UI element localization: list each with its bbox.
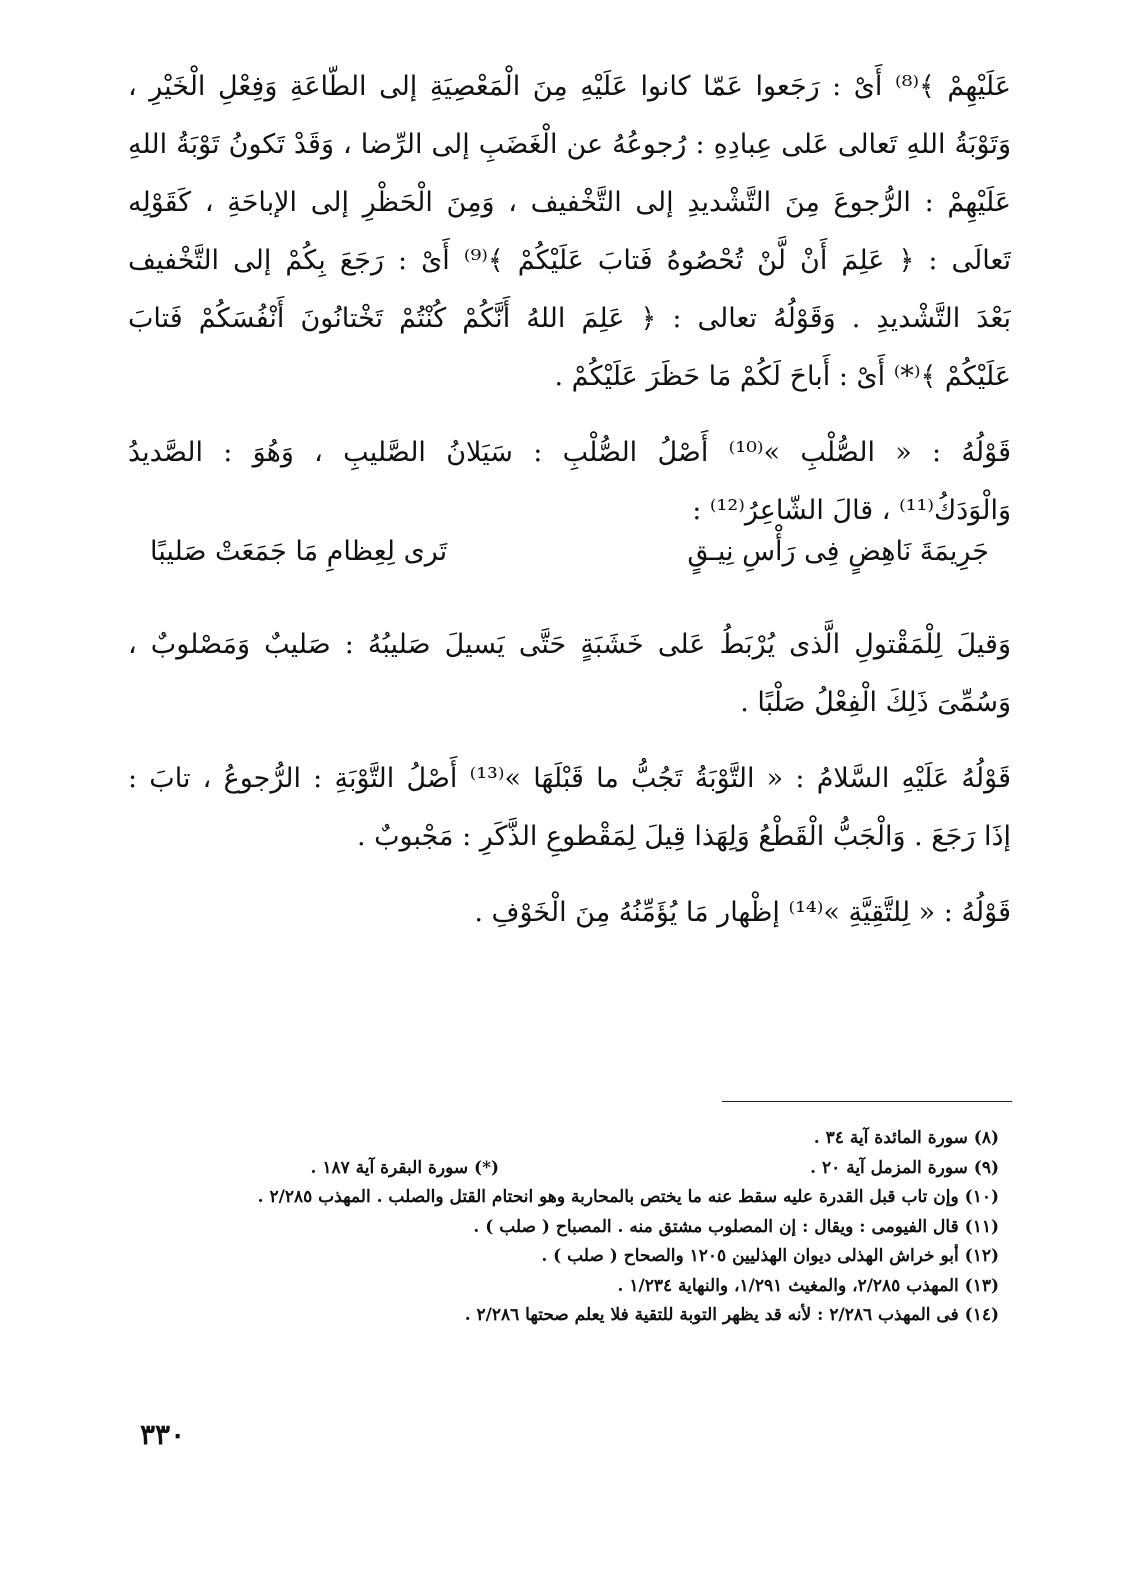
- text-line: وَالْوَدَكُ⁽¹¹⁾ ، قالَ الشّاعِرُ⁽¹²⁾ :: [692, 495, 1011, 526]
- paragraph-taqiyya: [128, 884, 1011, 942]
- text-line: وَسُمِّىَ ذَلِكَ الْفِعْلُ صَلْبًا .: [740, 687, 1011, 718]
- footnotes: [139, 1124, 999, 1331]
- footnote: (١١) قال الفيومى : ويقال : إن المصلوب مشتق منه . المصباح ( صلب ) .: [473, 1216, 999, 1237]
- text-line: وَقيلَ لِلْمَقْتولِ الَّذى يُرْبَطُ عَلى خَشَبَةٍ حَتَّى يَسيلَ صَليبُهُ : صَليبٌ وَمَصْلوبٌ ،: [128, 629, 1011, 660]
- footnote: (١٢) أبو خراش الهذلى ديوان الهذليين ١٢٠٥ والصحاح ( صلب ) .: [541, 1246, 999, 1266]
- text-line: وَتَوْبَةُ اللهِ تَعالى عَلى عِبادِهِ : رُجوعُهُ عن الْغَضَبِ إلى الرِّضا ، وَقَدْ تَكونُ تَوْبَةُ اللهِ: [128, 129, 1011, 160]
- page-number: ٣٣٠: [140, 1418, 186, 1451]
- paragraph-maslub: [128, 616, 1011, 732]
- text-line: إذَا رَجَعَ . وَالْجَبُّ الْقَطْعُ وَلِهَذا قِيلَ لِمَقْطوعِ الذَّكَرِ : مَجْبوبٌ .: [356, 821, 1011, 852]
- footnote-separator: [722, 1101, 1012, 1102]
- footnote-row: [139, 1154, 999, 1184]
- text-line: قَوْلُهُ : « الصُّلْبِ »⁽¹⁰⁾ أَصْلُ الصُّلْبِ : سَيَلانُ الصَّليبِ ، وَهُوَ : الصَّديدُ: [128, 437, 1011, 468]
- footnote: (*) سورة البقرة آية ١٨٧ .: [310, 1157, 499, 1178]
- footnote: (١٣) المهذب ٢/٢٨٥، والمغيث ١/٢٩١، والنهاية ١/٢٣٤ .: [617, 1275, 999, 1296]
- text-line: بَعْدَ التَّشْديدِ . وَقَوْلُهُ تعالى : ﴿ عَلِمَ اللهُ أَنَّكُمْ كُنْتُمْ تَخْتانُونَ أَنْفُسَكُمْ فَتابَ: [128, 303, 1011, 334]
- footnote: (١٤) فى المهذب ٢/٢٨٦ : لأنه قد يظهر التوبة للتقية فلا يعلم صحتها ٢/٢٨٦ .: [464, 1305, 999, 1325]
- text-line: عَلَيْهِمْ : الرُّجوعَ مِنَ التَّشْديدِ إلى التَّخْفيف ، وَمِنَ الْحَظْرِ إلى الإباحَةِ ، كَقَوْلِه: [128, 187, 1011, 218]
- text-line: قَوْلُهُ : « لِلتَّقِيَّةِ »⁽¹⁴⁾ إظْهار مَا يُؤَمِّنُهُ مِنَ الْخَوْفِ .: [474, 897, 1011, 928]
- verse-second-hemistich: تَرى لِعِظامِ مَا جَمَعَتْ صَليبًا: [150, 536, 448, 567]
- text-line: تَعالَى : ﴿ عَلِمَ أَنْ لَّنْ تُحْصُوهُ فَتابَ عَلَيْكُمْ ﴾⁽⁹⁾ أَىْ : رَجَعَ بِكُمْ إلى التَّخْفيف: [128, 245, 1011, 276]
- text-line: عَلَيْهِمْ ﴾⁽⁸⁾ أَىْ : رَجَعوا عَمّا كانوا عَلَيْهِ مِنَ الْمَعْصِيَةِ إلى الطّاعَةِ وَفِعْلِ الْخَيْرِ ،: [128, 71, 1011, 102]
- paragraph-hadith: [128, 750, 1011, 866]
- text-line: عَلَيْكُمْ ﴾⁽*⁾ أَىْ : أَباحَ لَكُمْ مَا حَظَرَ عَلَيْكُمْ .: [554, 361, 1011, 392]
- footnote: (٩) سورة المزمل آية ٢٠ .: [810, 1157, 999, 1178]
- poetry-verse: [150, 523, 989, 581]
- paragraph-tawba: [128, 58, 1011, 406]
- footnote: (١٠) وإن تاب قبل القدرة عليه سقط عنه ما يختص بالمحاربة وهو انحتام القتل والصلب . المهذب ٢/٢٨٥ .: [257, 1187, 999, 1207]
- main-text: [128, 58, 1011, 942]
- verse-first-hemistich: جَرِيمَةَ نَاهِضٍ فِى رَأْسِ نِيـقٍ: [687, 536, 989, 567]
- footnote: (٨) سورة المائدة آية ٣٤ .: [813, 1128, 999, 1148]
- text-line: قَوْلُهُ عَلَيْهِ السَّلامُ : « التَّوْبَةُ تَجُبُّ ما قَبْلَهَا »⁽¹³⁾ أَصْلُ التَّوْبَةِ : الرُّجوعُ ، تابَ :: [128, 763, 1011, 794]
